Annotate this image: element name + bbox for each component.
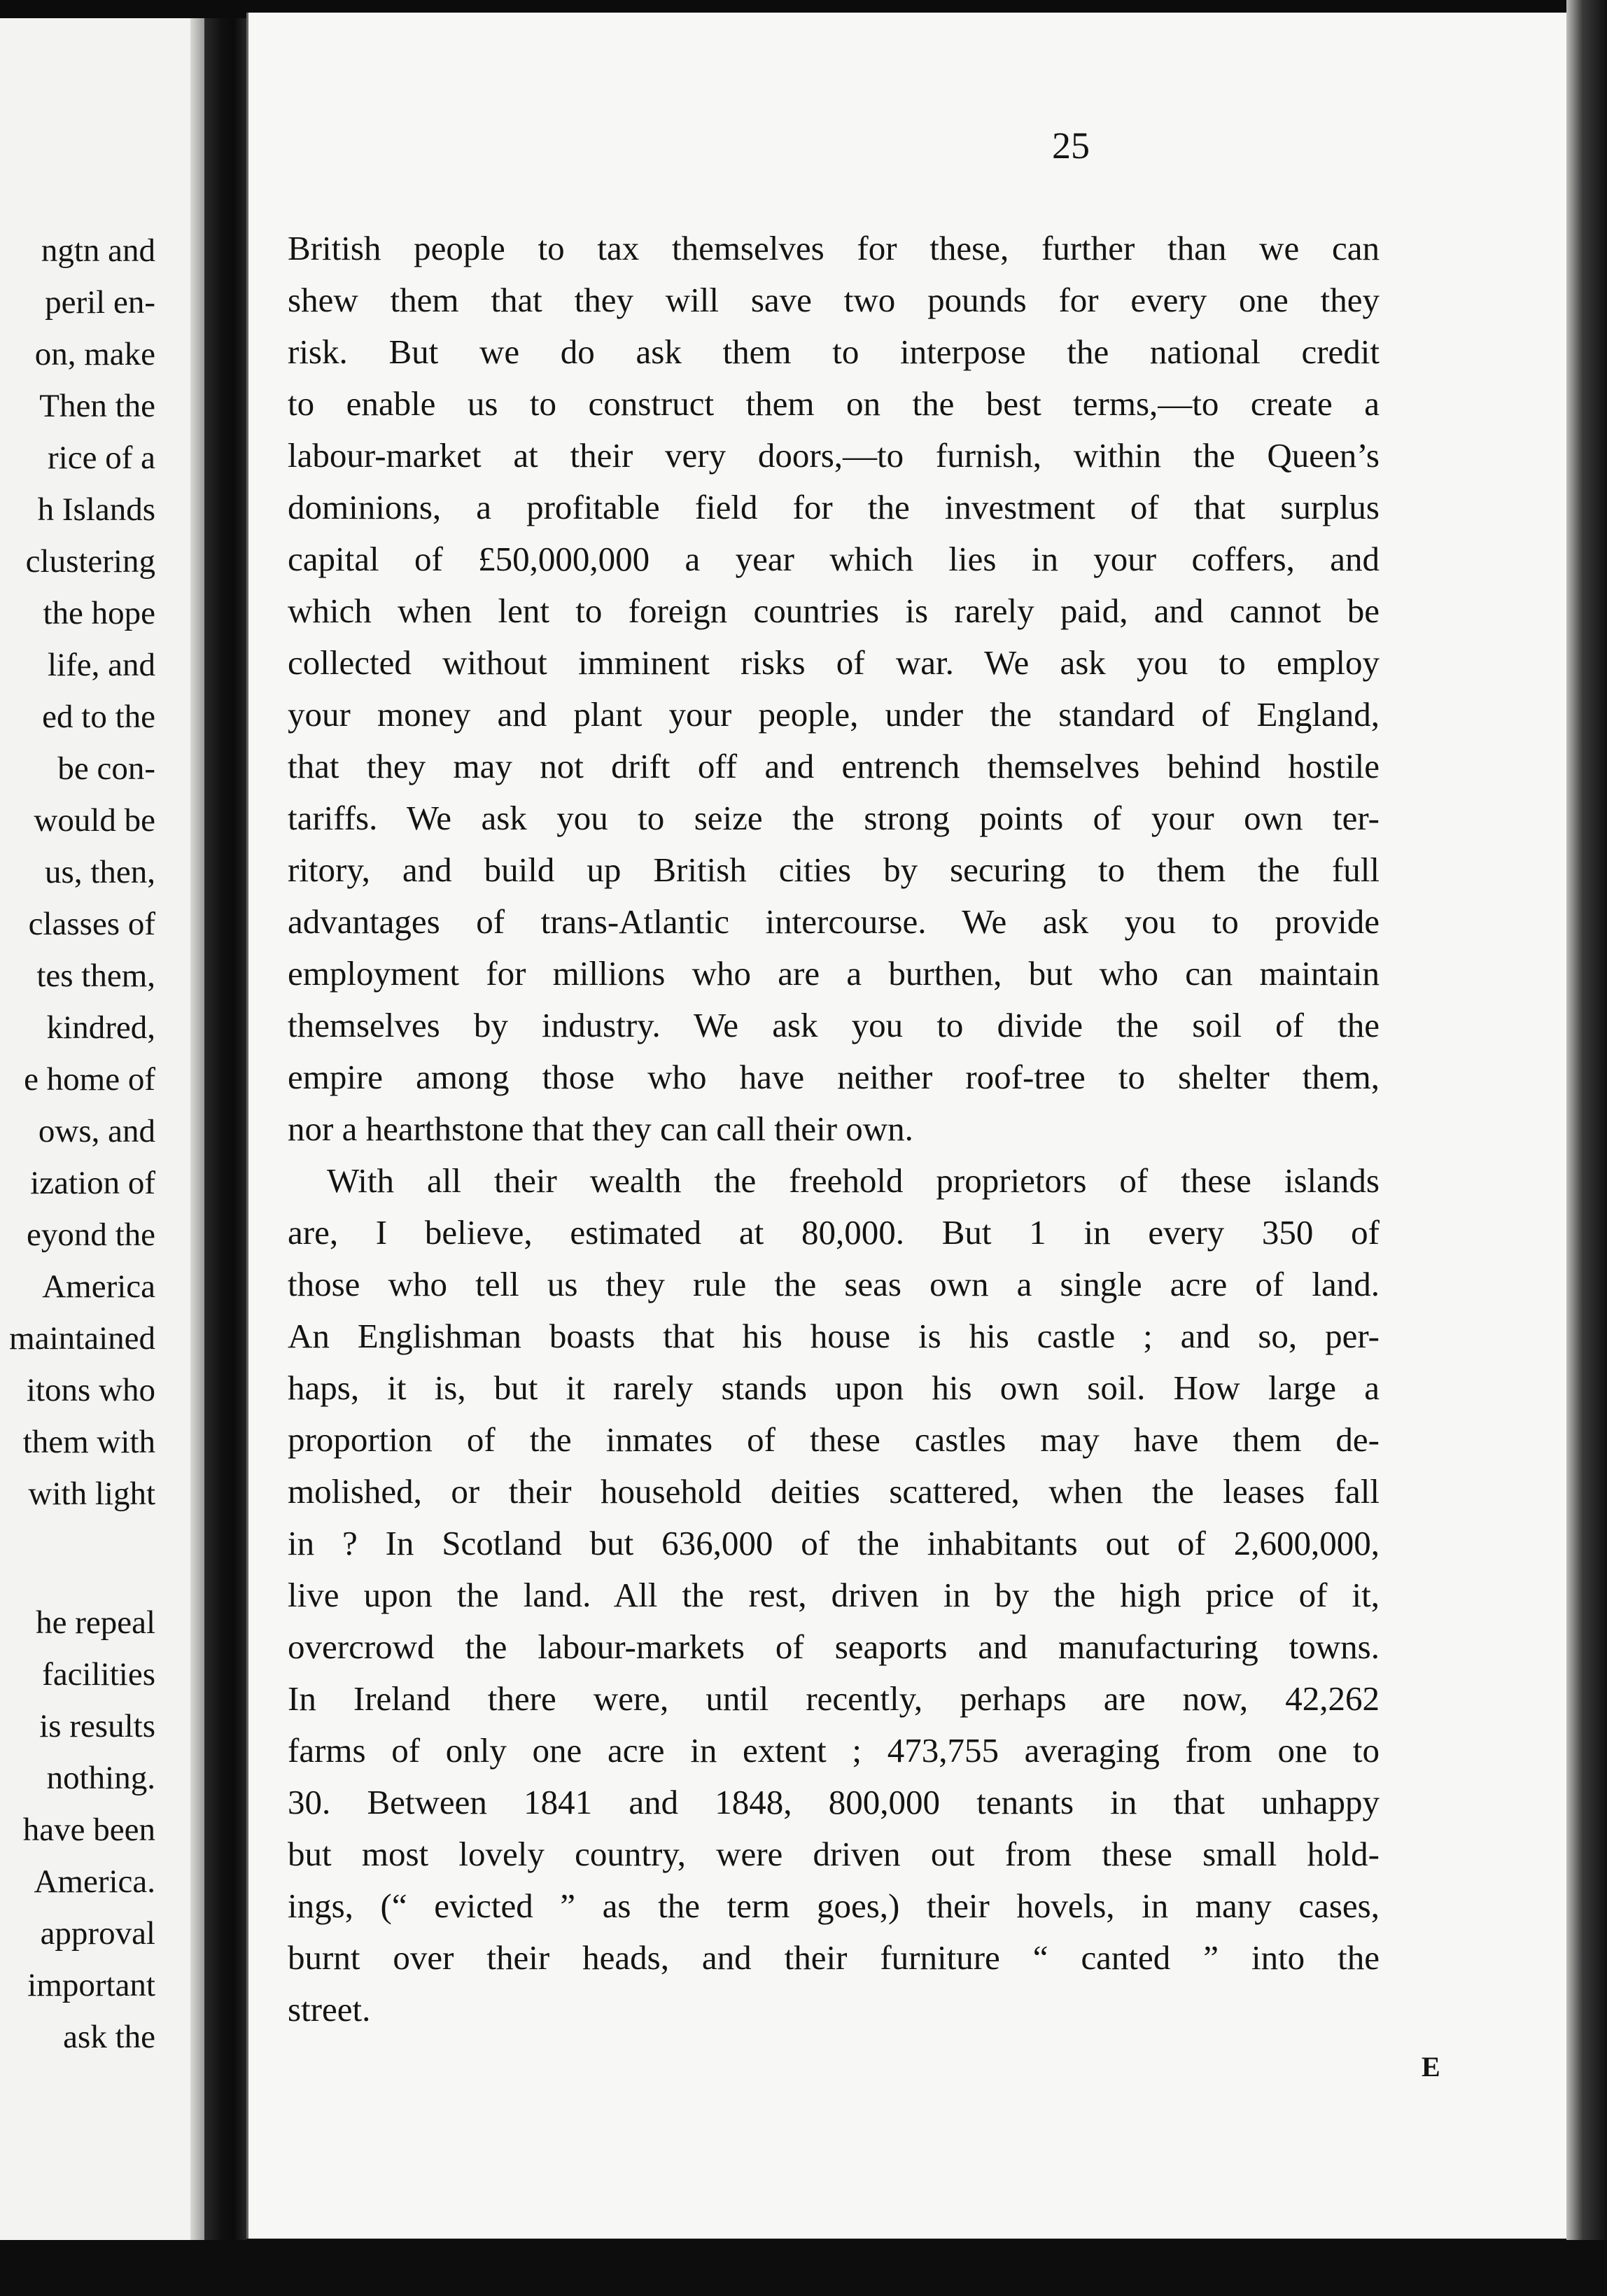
scan-bottom-border xyxy=(0,2240,1607,2296)
text-line: collected without imminent risks of war. We ask you to employ xyxy=(288,643,1380,682)
previous-page-line: facilities xyxy=(42,1656,155,1693)
text-line: your money and plant your people, under the standard of England, xyxy=(288,695,1380,734)
text-line: An Englishman boasts that his house is his castle ; and so, per- xyxy=(288,1317,1380,1355)
previous-page-line: ows, and xyxy=(38,1113,155,1149)
text-line: which when lent to foreign countries is rarely paid, and cannot be xyxy=(288,592,1380,630)
page-number: 25 xyxy=(1052,125,1090,167)
previous-page-line: life, and xyxy=(48,647,155,683)
previous-page-line: tes them, xyxy=(36,958,155,994)
text-line: risk. But we do ask them to interpose the national credit xyxy=(288,332,1380,371)
previous-page-line: nothing. xyxy=(46,1760,155,1796)
text-line: British people to tax themselves for these, further than we can xyxy=(288,229,1380,267)
previous-page-line: ed to the xyxy=(42,699,155,735)
previous-page-line: ask the xyxy=(63,2019,155,2055)
text-line: empire among those who have neither roof-tree to shelter them, xyxy=(288,1058,1380,1096)
text-line: ings, (“ evicted ” as the term goes,) their hovels, in many cases, xyxy=(288,1886,1380,1925)
text-line: With all their wealth the freehold proprietors of these islands xyxy=(327,1161,1380,1200)
previous-page-line: kindred, xyxy=(46,1009,155,1046)
text-line: those who tell us they rule the seas own a single acre of land. xyxy=(288,1265,1380,1303)
right-page-edge-shadow xyxy=(1566,0,1607,2296)
text-line: haps, it is, but it rarely stands upon his own soil. How large a xyxy=(288,1368,1380,1407)
book-gutter xyxy=(204,18,246,2244)
previous-page-line: ngtn and xyxy=(41,232,155,269)
text-line: shew them that they will save two pounds for every one they xyxy=(288,281,1380,319)
text-line: tariffs. We ask you to seize the strong points of your own ter- xyxy=(288,799,1380,837)
text-line: live upon the land. All the rest, driven in by the high price of it, xyxy=(288,1576,1380,1614)
previous-page-line: Then the xyxy=(39,388,155,424)
text-line: proportion of the inmates of these castles may have them de- xyxy=(288,1420,1380,1459)
text-line: capital of £50,000,000 a year which lies in your coffers, and xyxy=(288,540,1380,578)
text-line: in ? In Scotland but 636,000 of the inhabitants out of 2,600,000, xyxy=(288,1524,1380,1562)
text-line: 30. Between 1841 and 1848, 800,000 tenants in that unhappy xyxy=(288,1783,1380,1821)
previous-page-line: peril en- xyxy=(45,284,155,321)
previous-page-line: the hope xyxy=(43,595,155,631)
previous-page-line: on, make xyxy=(34,336,155,372)
paragraph-1 xyxy=(288,223,1380,1155)
text-line: burnt over their heads, and their furniture “ canted ” into the xyxy=(288,1938,1380,1977)
previous-page-line: be con- xyxy=(57,750,155,787)
previous-page-line: is results xyxy=(39,1708,155,1744)
previous-page-line: rice of a xyxy=(48,440,155,476)
previous-page-line: itons who xyxy=(26,1372,155,1408)
text-line: molished, or their household deities scattered, when the leases fall xyxy=(288,1472,1380,1511)
text-line: to enable us to construct them on the best terms,—to create a xyxy=(288,384,1380,423)
paragraph-2 xyxy=(288,1155,1380,2036)
previous-page-line: classes of xyxy=(28,906,155,942)
text-line: are, I believe, estimated at 80,000. But 1 in every 350 of xyxy=(288,1213,1380,1252)
text-line: but most lovely country, were driven out from these small hold- xyxy=(288,1835,1380,1873)
text-line: street. xyxy=(288,1990,371,2029)
previous-page-line: clustering xyxy=(25,543,155,580)
body-text xyxy=(288,223,1380,2036)
previous-page-line: important xyxy=(27,1967,155,2003)
printer-signature-mark: E xyxy=(1422,2051,1440,2082)
previous-page-line: ization of xyxy=(30,1165,155,1201)
page-25 xyxy=(246,13,1569,2239)
previous-page-line: e home of xyxy=(24,1061,155,1098)
text-line: dominions, a profitable field for the investment of that surplus xyxy=(288,488,1380,526)
previous-page-edge xyxy=(0,18,204,2258)
previous-page-line: eyond the xyxy=(26,1217,155,1253)
previous-page-line: h Islands xyxy=(37,491,155,528)
text-line: that they may not drift off and entrench themselves behind hostile xyxy=(288,747,1380,785)
previous-page-line: he repeal xyxy=(36,1604,155,1641)
text-line: nor a hearthstone that they can call their own. xyxy=(288,1110,913,1148)
previous-page-line: have been xyxy=(22,1812,155,1848)
binding-shadow xyxy=(190,18,204,2258)
previous-page-line: would be xyxy=(34,802,155,839)
previous-page-line: with light xyxy=(28,1476,155,1512)
previous-page-line: them with xyxy=(22,1424,155,1460)
text-line: ritory, and build up British cities by securing to them the full xyxy=(288,850,1380,889)
text-line: In Ireland there were, until recently, perhaps are now, 42,262 xyxy=(288,1679,1380,1718)
previous-page-line: America xyxy=(42,1268,155,1305)
previous-page-line: approval xyxy=(40,1915,155,1952)
previous-page-line: maintained xyxy=(9,1320,155,1357)
text-line: farms of only one acre in extent ; 473,755 averaging from one to xyxy=(288,1731,1380,1770)
text-line: advantages of trans-Atlantic intercourse. We ask you to provide xyxy=(288,902,1380,941)
text-line: employment for millions who are a burthen, but who can maintain xyxy=(288,954,1380,993)
text-line: overcrowd the labour-markets of seaports and manufacturing towns. xyxy=(288,1628,1380,1666)
text-line: labour-market at their very doors,—to furnish, within the Queen’s xyxy=(288,436,1380,475)
text-line: themselves by industry. We ask you to divide the soil of the xyxy=(288,1006,1380,1044)
previous-page-line: us, then, xyxy=(45,854,155,890)
previous-page-line: America. xyxy=(34,1863,155,1900)
